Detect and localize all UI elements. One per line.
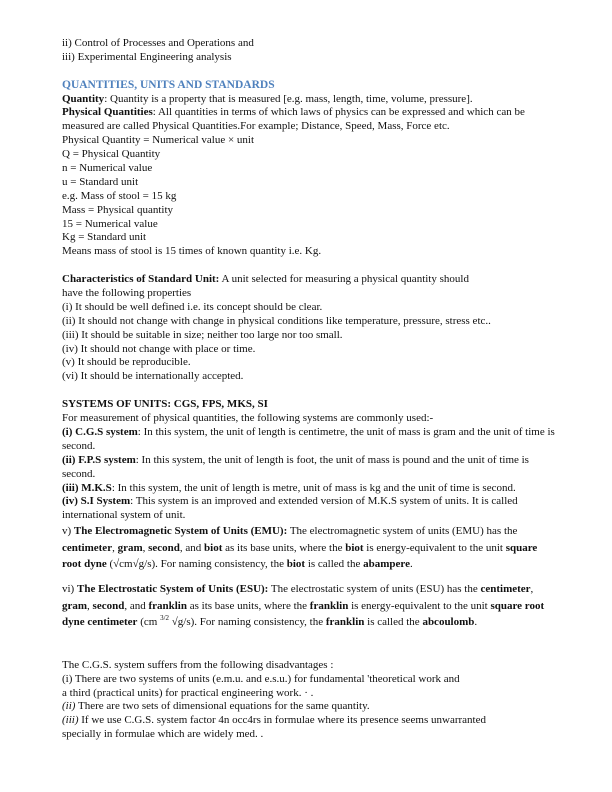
- text: .: [474, 616, 478, 629]
- list-item: (ii) It should not change with change in physical conditions like temperature, pressure, stress etc..: [62, 314, 491, 327]
- term: The Electromagnetic System of Units (EMU):: [73, 525, 288, 538]
- text: If we use C.G.S. system factor 4n occ4rs in formulae where its presence seems unwarranted: [78, 714, 486, 727]
- text: is energy-equivalent to the unit: [348, 599, 491, 612]
- term: (i) C.G.S system: [62, 425, 138, 438]
- term: gram: [117, 541, 143, 554]
- text-line: The C.G.S. system suffers from the following disadvantages :: [62, 658, 334, 671]
- term: dyne centimeter: [62, 616, 138, 629]
- esu-paragraph-line: [62, 598, 582, 615]
- text-line: specially in formulae which are widely med. .: [62, 728, 264, 741]
- si-item: [62, 495, 582, 509]
- physical-quantities-definition: [62, 106, 582, 120]
- term: abcoulomb: [422, 616, 475, 629]
- list-item: (iii) It should be suitable in size; neither too large nor too small.: [62, 328, 343, 341]
- term: biot: [286, 558, 306, 571]
- text-line: n = Numerical value: [62, 162, 153, 175]
- text-line: second.: [62, 467, 96, 480]
- text-line: Kg = Standard unit: [62, 231, 147, 244]
- exponent: 3/2: [160, 614, 170, 623]
- document-page: [62, 37, 582, 742]
- label: (ii): [62, 700, 76, 713]
- characteristics-heading: [62, 273, 582, 287]
- list-item: [62, 700, 582, 714]
- text: ,: [87, 599, 93, 612]
- text: , and: [179, 541, 205, 554]
- intro-line: iii) Experimental Engineering analysis: [62, 50, 232, 63]
- cgs-item: [62, 426, 582, 440]
- text: : In this system, the unit of length is centimetre, the unit of mass is gram and the unit of time is: [137, 425, 555, 438]
- term: Characteristics of Standard Unit:: [62, 273, 220, 286]
- text: is called the: [305, 558, 364, 571]
- term: Quantity: [62, 92, 105, 105]
- list-item: (v) It should be reproducible.: [62, 356, 191, 369]
- term: centimeter: [480, 582, 531, 595]
- term: (ii) F.P.S system: [62, 453, 136, 466]
- term: franklin: [148, 599, 187, 612]
- term: (iii) M.K.S: [62, 481, 112, 494]
- term: second: [148, 541, 180, 554]
- label: (iii): [62, 714, 79, 727]
- text: is energy-equivalent to the unit: [363, 541, 506, 554]
- text-line: For measurement of physical quantities, the following systems are commonly used:-: [62, 412, 434, 425]
- text: The electrostatic system of units (ESU) has the: [268, 582, 481, 595]
- text: as its base units, where the: [222, 541, 346, 554]
- list-item: (i) There are two systems of units (e.m.u. and e.s.u.) for fundamental 'theoretical work and: [62, 672, 460, 685]
- intro-line: ii) Control of Processes and Operations and: [62, 37, 254, 49]
- text: .: [409, 558, 413, 571]
- list-item: (iv) It should not change with place or time.: [62, 342, 256, 355]
- text: : Quantity is a property that is measured [e.g. mass, length, time, volume, pressure].: [104, 92, 473, 105]
- term: The Electrostatic System of Units (ESU):: [76, 582, 269, 595]
- text-line: Mass = Physical quantity: [62, 203, 174, 216]
- text: : This system is an improved and extended version of M.K.S system of units. It is called: [130, 495, 518, 508]
- term: root dyne: [62, 558, 107, 571]
- text-line: second.: [62, 439, 96, 452]
- text: v): [62, 525, 74, 538]
- quantity-definition: [62, 93, 582, 107]
- text-line: 15 = Numerical value: [62, 217, 158, 230]
- text: , and: [124, 599, 149, 612]
- text: There are two sets of dimensional equations for the same quantity.: [75, 700, 370, 713]
- text-line: Means mass of stool is 15 times of known quantity i.e. Kg.: [62, 245, 322, 258]
- text-line: Q = Physical Quantity: [62, 148, 161, 161]
- term: second: [92, 599, 125, 612]
- text-line: e.g. Mass of stool = 15 kg: [62, 189, 177, 202]
- emu-paragraph-line: [62, 556, 582, 573]
- section-heading-quantities: QUANTITIES, UNITS AND STANDARDS: [62, 78, 275, 91]
- esu-paragraph-line: [62, 614, 582, 631]
- text: (√cm√g/s). For naming consistency, the: [106, 558, 287, 571]
- term: square root: [490, 599, 545, 612]
- text-line: a third (practical units) for practical engineering work. · .: [62, 686, 314, 699]
- text: : In this system, the unit of length is metre, unit of mass is kg and the unit of time is second.: [111, 481, 516, 494]
- term: centimeter: [62, 541, 113, 554]
- text: ,: [112, 541, 118, 554]
- text-line: measured are called Physical Quantities.For example; Distance, Speed, Mass, Force etc.: [62, 120, 450, 133]
- term: franklin: [325, 616, 365, 629]
- section-heading-systems: [62, 398, 582, 412]
- fps-item: [62, 454, 582, 468]
- term: abampere: [363, 558, 410, 571]
- text: is called the: [364, 616, 423, 629]
- term: (iv) S.I System: [62, 495, 131, 508]
- heading: SYSTEMS OF UNITS: CGS, FPS, MKS, SI: [62, 398, 268, 411]
- text: (cm: [137, 616, 161, 629]
- term: Physical Quantities: [62, 106, 153, 119]
- text: A unit selected for measuring a physical quantity should: [219, 273, 469, 286]
- term: biot: [345, 541, 364, 554]
- text: vi): [62, 582, 77, 595]
- term: biot: [204, 541, 223, 554]
- emu-paragraph: [62, 523, 582, 540]
- text-line: have the following properties: [62, 287, 192, 300]
- text: √g/s). For naming consistency, the: [169, 616, 326, 629]
- term: square: [505, 541, 538, 554]
- emu-paragraph-line: [62, 540, 582, 557]
- text: : In this system, the unit of length is foot, the unit of mass is pound and the unit of time is: [135, 453, 529, 466]
- term: franklin: [309, 599, 349, 612]
- text: The electromagnetic system of units (EMU) has the: [287, 525, 518, 538]
- text: : All quantities in terms of which laws of physics can be expressed and which can be: [152, 106, 525, 119]
- esu-paragraph: [62, 581, 582, 598]
- text-line: international system of unit.: [62, 509, 186, 522]
- text: ,: [530, 582, 534, 595]
- mks-item: [62, 482, 582, 496]
- list-item: (i) It should be well defined i.e. its concept should be clear.: [62, 300, 323, 313]
- list-item: (vi) It should be internationally accepted.: [62, 370, 244, 383]
- text-line: Physical Quantity = Numerical value × unit: [62, 134, 255, 147]
- text: as its base units, where the: [186, 599, 310, 612]
- list-item: [62, 714, 582, 728]
- text-line: u = Standard unit: [62, 175, 139, 188]
- text: ,: [142, 541, 149, 554]
- term: gram: [62, 599, 88, 612]
